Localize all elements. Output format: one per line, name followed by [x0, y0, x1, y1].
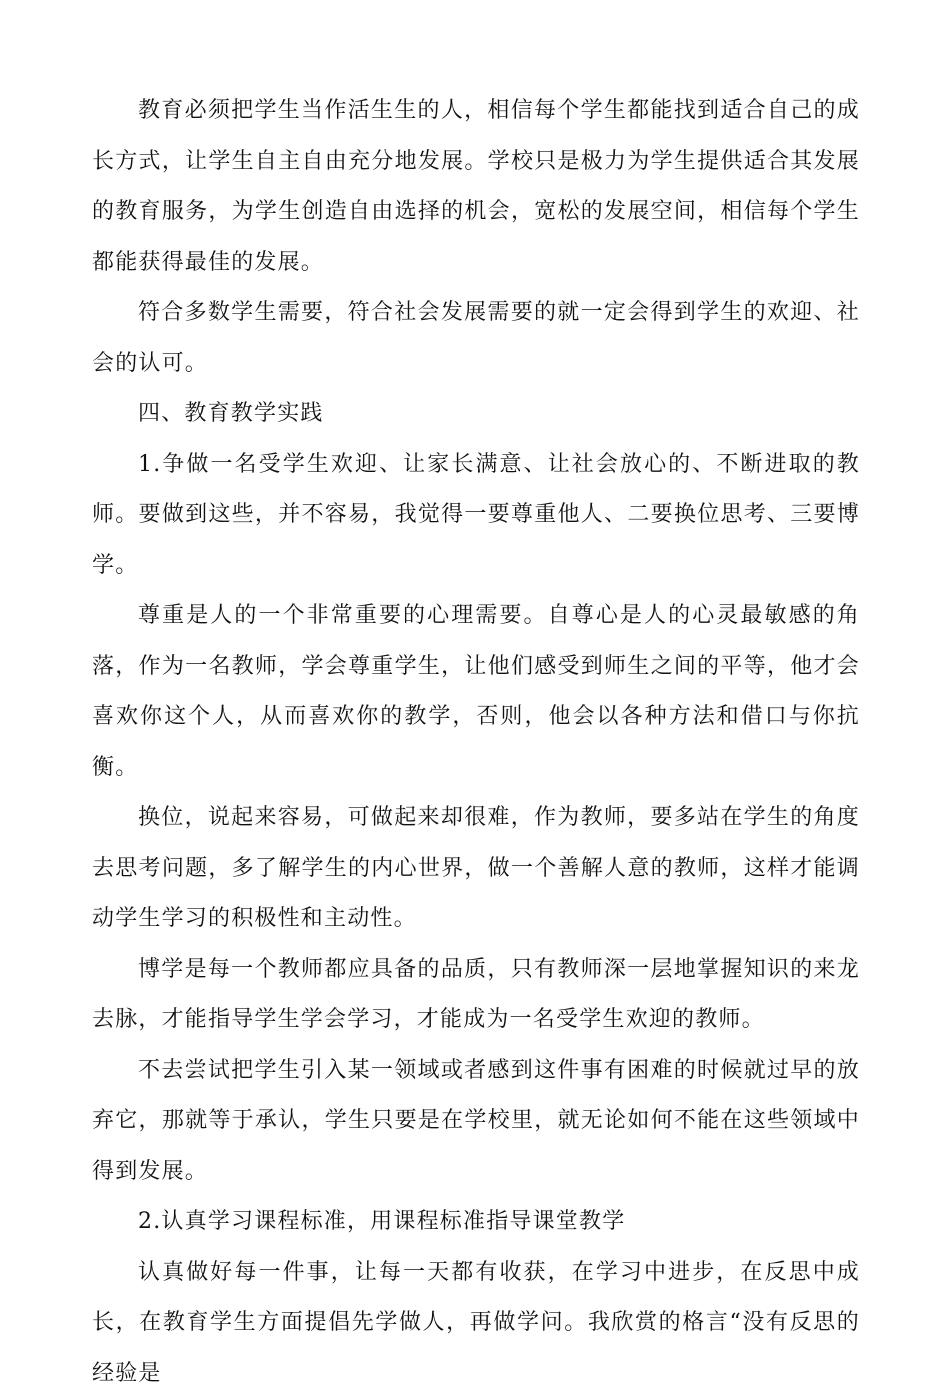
subheading-point-2: 2.认真学习课程标准，用课程标准指导课堂教学	[92, 1197, 860, 1248]
section-heading-practice: 四、教育教学实践	[92, 389, 860, 440]
paragraph-respect: 尊重是人的一个非常重要的心理需要。自尊心是人的心灵最敏感的角落，作为一名教师，学会尊重学生，让他们感受到师生之间的平等，他才会喜欢你这个人，从而喜欢你的教学，否则，他会以各种方法和借口与你抗衡。	[92, 591, 860, 793]
paragraph-social-needs: 符合多数学生需要，符合社会发展需要的就一定会得到学生的欢迎、社会的认可。	[92, 288, 860, 389]
paragraph-empathy: 换位，说起来容易，可做起来却很难，作为教师，要多站在学生的角度去思考问题，多了解学生的内心世界，做一个善解人意的教师，这样才能调动学生学习的积极性和主动性。	[92, 793, 860, 945]
paragraph-perseverance: 不去尝试把学生引入某一领域或者感到这件事有困难的时候就过早的放弃它，那就等于承认，学生只要是在学校里，就无论如何不能在这些领域中得到发展。	[92, 1046, 860, 1198]
paragraph-education-philosophy: 教育必须把学生当作活生生的人，相信每个学生都能找到适合自己的成长方式，让学生自主自由充分地发展。学校只是极力为学生提供适合其发展的教育服务，为学生创造自由选择的机会，宽松的发展空间，相信每个学生都能获得最佳的发展。	[92, 86, 860, 288]
paragraph-point-1: 1.争做一名受学生欢迎、让家长满意、让社会放心的、不断进取的教师。要做到这些，并不容易，我觉得一要尊重他人、二要换位思考、三要博学。	[92, 440, 860, 592]
paragraph-erudition: 博学是每一个教师都应具备的品质，只有教师深一层地掌握知识的来龙去脉，才能指导学生学会学习，才能成为一名受学生欢迎的教师。	[92, 945, 860, 1046]
document-page	[92, 86, 860, 1399]
paragraph-reflection: 认真做好每一件事，让每一天都有收获，在学习中进步，在反思中成长，在教育学生方面提倡先学做人，再做学问。我欣赏的格言“没有反思的经验是	[92, 1248, 860, 1399]
